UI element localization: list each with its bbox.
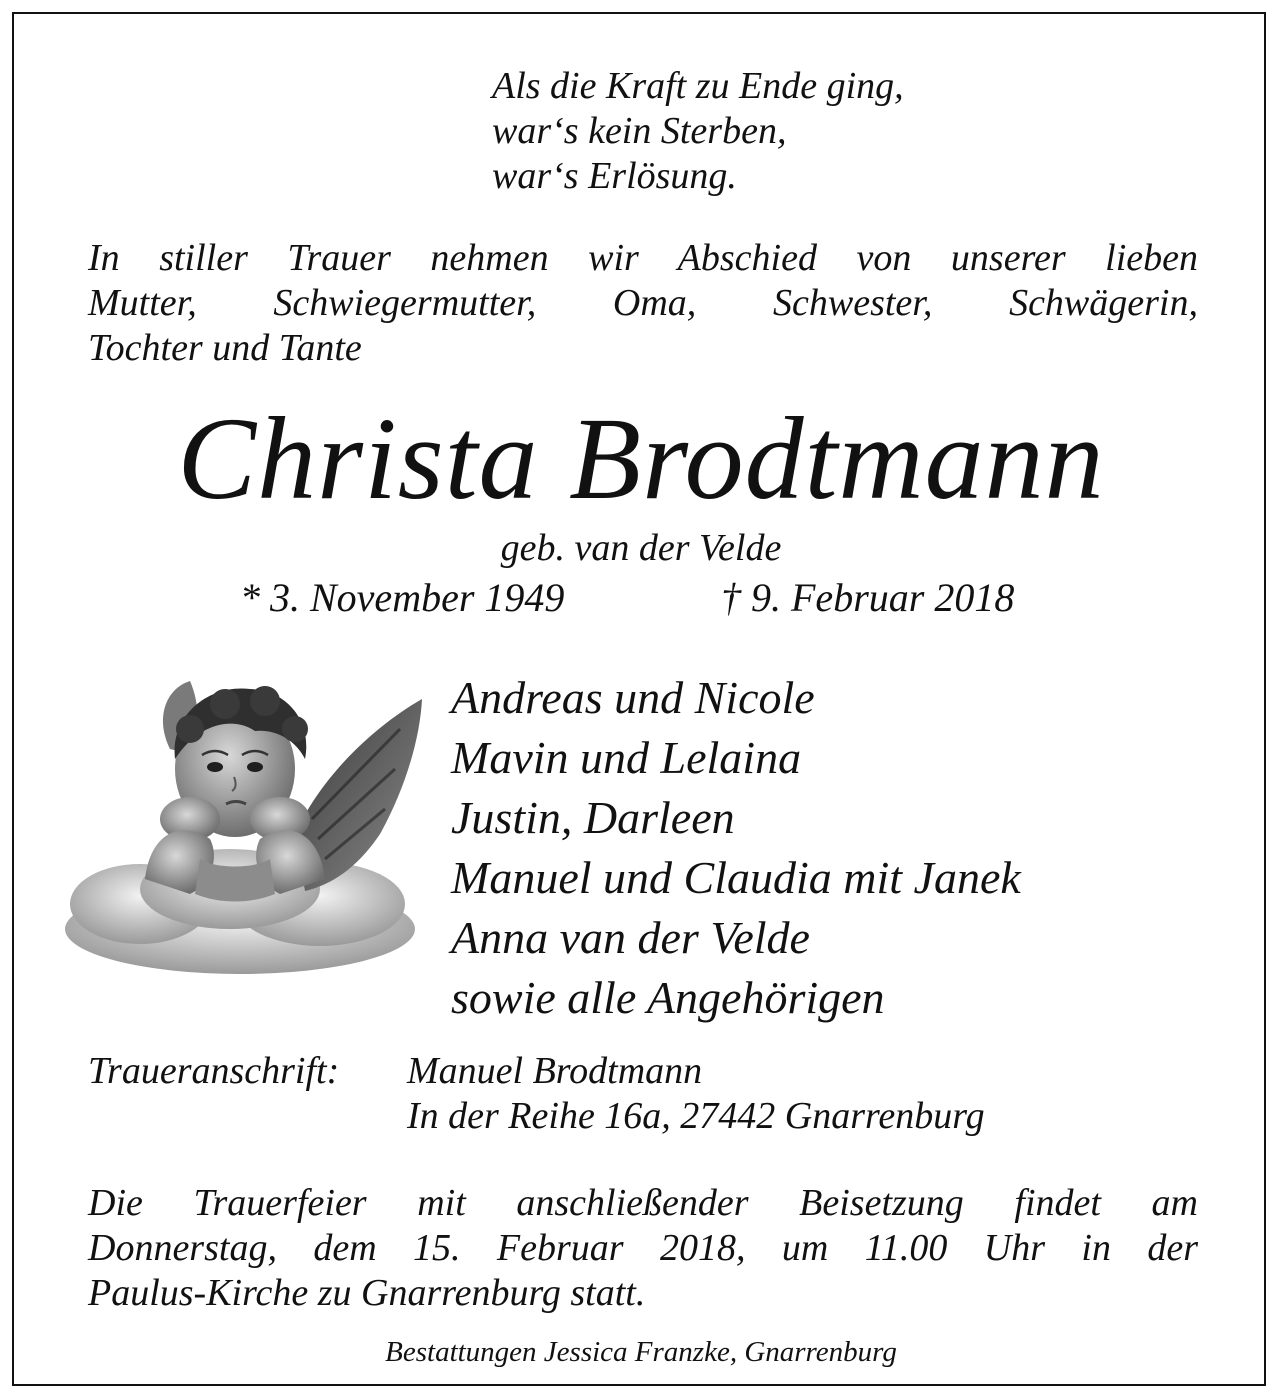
undertaker-credit: Bestattungen Jessica Franzke, Gnarrenburg (385, 1336, 897, 1368)
motto-line: Als die Kraft zu Ende ging, (492, 65, 904, 107)
mourner-entry: Mavin und Lelaina (451, 732, 802, 783)
motto-verse (492, 64, 904, 199)
service-line: Die Trauerfeier mit anschließender Beisetzung findet am (88, 1182, 1198, 1224)
service-line: Donnerstag, dem 15. Februar 2018, um 11.00 Uhr in der (88, 1227, 1198, 1269)
birth-date: * 3. November 1949 (240, 575, 565, 620)
mourner-entry: sowie alle Angehörigen (451, 972, 885, 1023)
motto-line: war‘s Erlösung. (492, 155, 737, 197)
intro-line: Tochter und Tante (88, 327, 362, 369)
intro-line: In stiller Trauer nehmen wir Abschied von unserer lieben (88, 237, 1198, 279)
mourner-entry: Andreas und Nicole (451, 672, 815, 723)
mourner-entry: Anna van der Velde (451, 912, 810, 963)
service-line: Paulus-Kirche zu Gnarrenburg statt. (88, 1272, 646, 1314)
angel-cherub-icon (50, 659, 450, 984)
address-label: Traueranschrift: (88, 1050, 340, 1092)
birth-name: geb. van der Velde (500, 527, 782, 569)
mourner-entry: Justin, Darleen (451, 792, 735, 843)
death-date: † 9. Februar 2018 (721, 575, 1015, 620)
address-street: In der Reihe 16a, 27442 Gnarrenburg (407, 1095, 985, 1137)
mourner-entry: Manuel und Claudia mit Janek (451, 852, 1021, 903)
motto-line: war‘s kein Sterben, (492, 110, 787, 152)
mourners-list (451, 668, 1021, 1028)
deceased-name: Christa Brodtmann (177, 393, 1105, 524)
service-announcement (88, 1181, 1198, 1316)
intro-text (88, 236, 1198, 371)
obituary-notice (12, 12, 1266, 1386)
intro-line: Mutter, Schwiegermutter, Oma, Schwester, Schwägerin, (88, 282, 1198, 324)
address-name: Manuel Brodtmann (407, 1050, 703, 1092)
mourning-address (407, 1049, 985, 1139)
